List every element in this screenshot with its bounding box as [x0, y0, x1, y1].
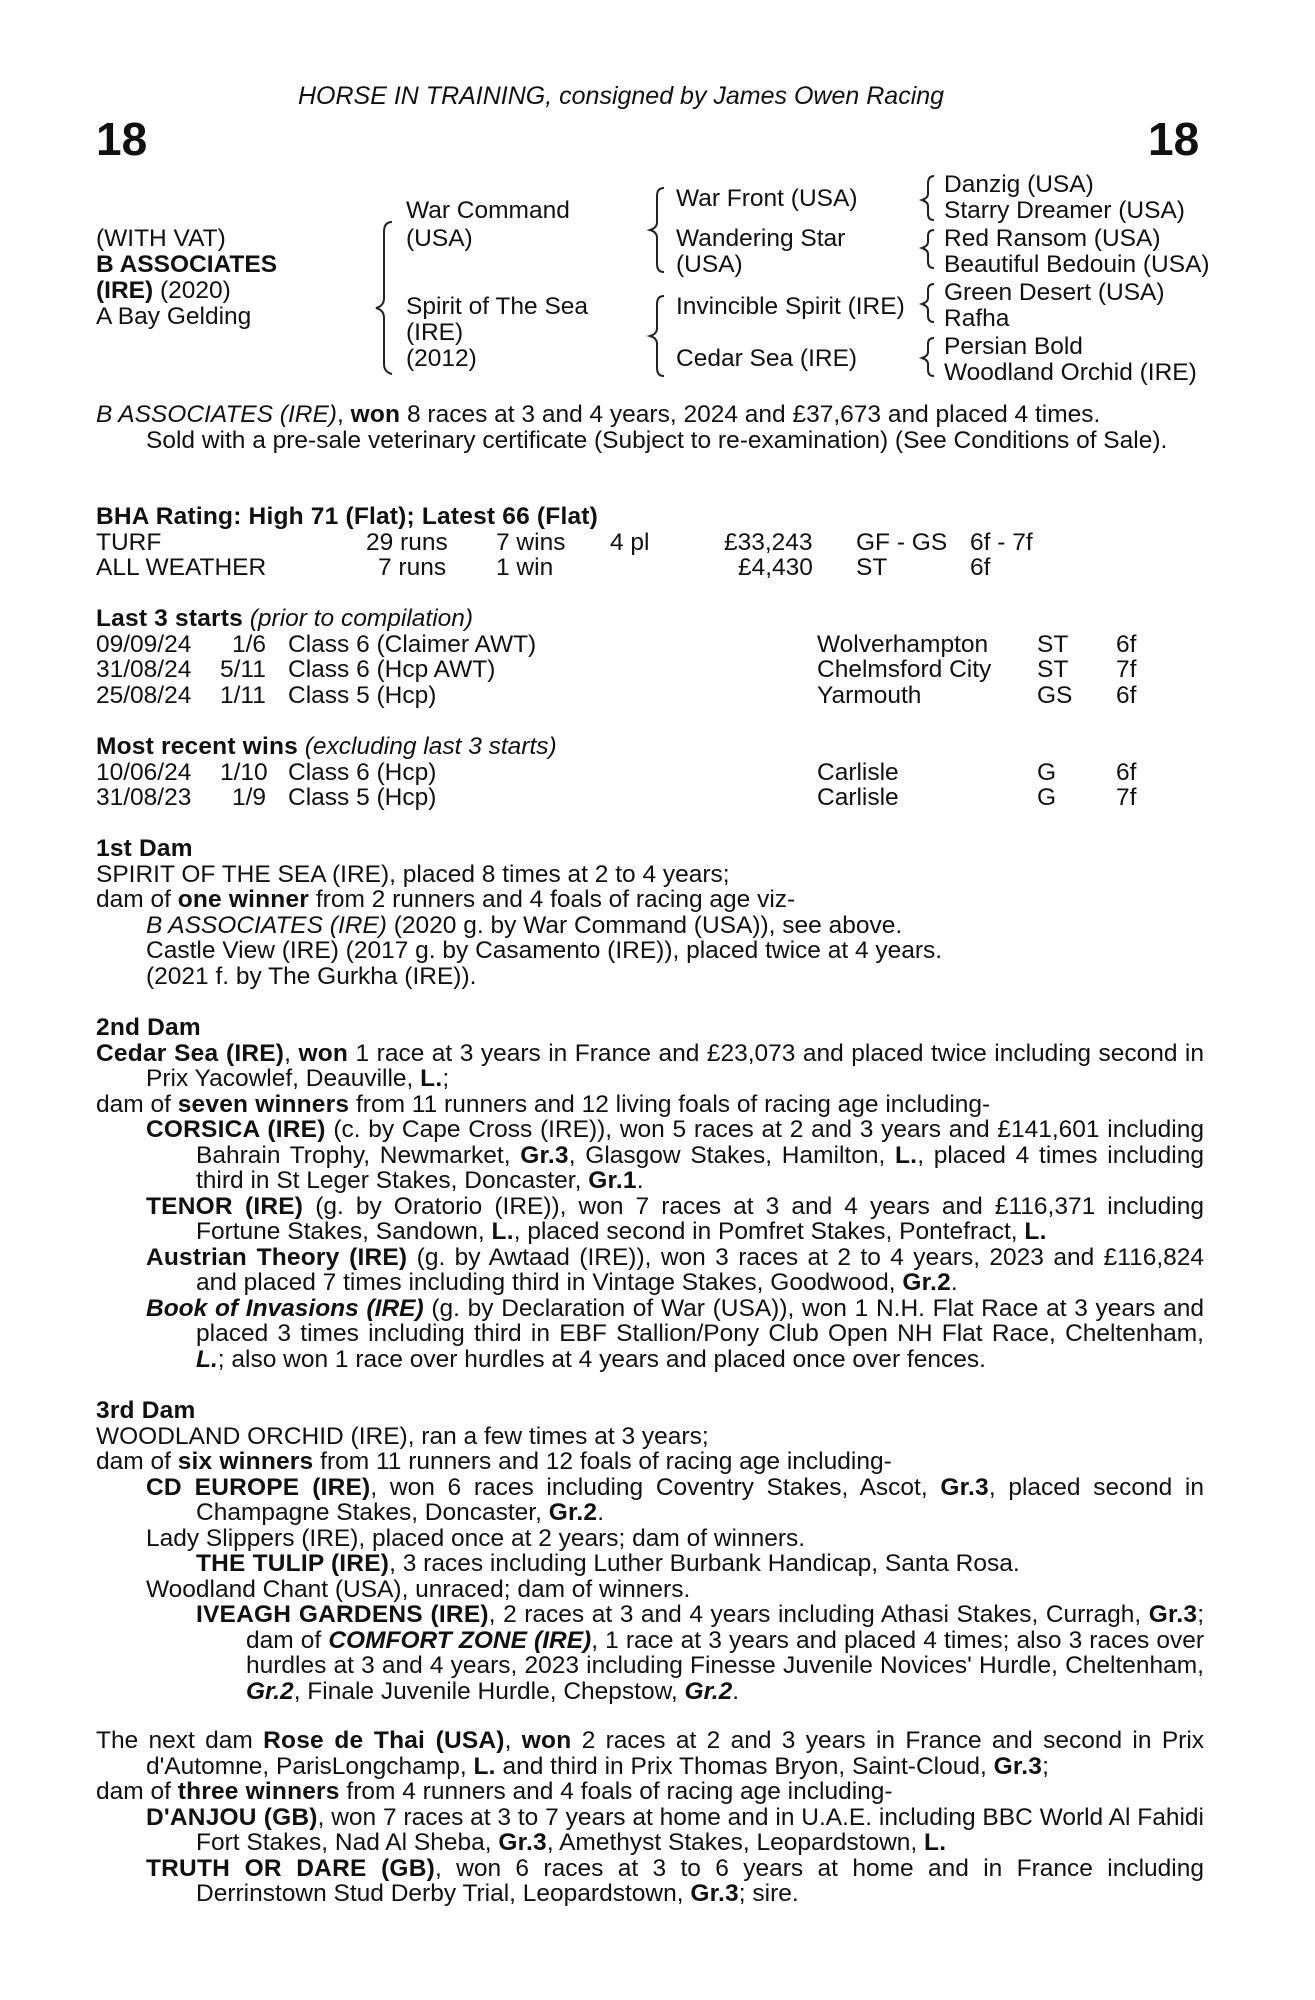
text: ; sire. — [738, 1880, 799, 1907]
winner-count: one winner — [177, 886, 310, 913]
dam-name: Cedar Sea (IRE) — [96, 1039, 285, 1067]
dam-name-line1: Spirit of The Sea — [406, 293, 589, 320]
progeny-entry: Castle View (IRE) (2017 g. by Casamento (IRE)), placed twice at 4 years. — [146, 937, 943, 964]
race-class: Class 6 (Hcp AWT) — [288, 656, 496, 683]
rating-going: ST — [856, 554, 888, 581]
recent-wins-title: Most recent wins — [96, 733, 298, 760]
race-date: 09/09/24 — [96, 630, 192, 658]
text: , 3 races including Luther Burbank Handicap, Santa Rosa. — [389, 1550, 1020, 1577]
winner-count: three winners — [177, 1778, 340, 1805]
rating-wins: 1 win — [496, 554, 554, 581]
race-going: G — [1037, 758, 1057, 786]
race-distance: 6f — [1116, 630, 1137, 658]
gen3-dss: Green Desert (USA) — [944, 279, 1165, 306]
sire-dam-line2: (USA) — [676, 251, 743, 278]
rating-dist: 6f - 7f — [970, 528, 1033, 556]
text: (g. by Oratorio (IRE)), won 7 races at 3 and 4 years and £116,371 including Fortune Stakes, Sandown, — [196, 1192, 1204, 1245]
horse-description: A Bay Gelding — [96, 303, 252, 330]
sire-sire: War Front (USA) — [676, 185, 858, 212]
gen3-sss: Danzig (USA) — [944, 171, 1094, 198]
rating-placed: 4 pl — [610, 528, 650, 556]
race-going: ST — [1037, 656, 1069, 683]
rating-surface: TURF — [96, 528, 162, 556]
text: . — [732, 1677, 740, 1705]
text: dam of — [96, 1090, 178, 1118]
winner-count: six winners — [177, 1448, 314, 1475]
first-dam-section — [96, 836, 1204, 989]
text: The next dam — [96, 1727, 264, 1754]
dam-dam: Cedar Sea (IRE) — [676, 345, 858, 372]
dam-name-line3: (2012) — [406, 345, 477, 372]
progeny-entry — [96, 1856, 1204, 1907]
progeny-name: Austrian Theory (IRE) — [146, 1243, 408, 1271]
grade: L. — [491, 1218, 514, 1245]
rating-runs: 7 runs — [378, 554, 447, 581]
grade: Gr.3 — [498, 1829, 547, 1856]
rating-row-turf — [96, 530, 1204, 556]
brace-g3-4 — [922, 338, 934, 376]
next-dam-record — [96, 1728, 1204, 1779]
progeny-entry: Lady Slippers (IRE), placed once at 2 years; dam of winners. — [146, 1524, 806, 1552]
vat-note: (WITH VAT) — [96, 225, 226, 252]
text: , won 6 races at 3 to 6 years at home and in France including Derrinstown Stud Derby Trial, Leopardstown, — [196, 1854, 1204, 1907]
progeny-name: COMFORT ZONE (IRE) — [328, 1626, 592, 1654]
race-distance: 6f — [1116, 681, 1137, 709]
rating-dist: 6f — [970, 554, 991, 581]
text: (c. by Cape Cross (IRE)), won 5 races at 2 and 3 years and £141,601 including Bahrain Trophy, Newmarket, — [196, 1116, 1204, 1169]
race-position: 1/6 — [232, 630, 267, 658]
second-dam-title: 2nd Dam — [96, 1014, 201, 1041]
text: dam of — [96, 886, 178, 913]
rating-surface: ALL WEATHER — [96, 554, 267, 581]
second-dam-section — [96, 1015, 1204, 1372]
text: , — [504, 1727, 522, 1754]
summary-name: B ASSOCIATES (IRE) — [96, 401, 337, 428]
brace-sire — [650, 188, 664, 272]
progeny-name: B ASSOCIATES (IRE) — [146, 911, 387, 939]
race-position: 1/9 — [232, 784, 267, 811]
text: , Finale Juvenile Hurdle, Chepstow, — [293, 1677, 685, 1705]
gen3-sdd: Beautiful Bedouin (USA) — [944, 251, 1210, 278]
race-date: 31/08/23 — [96, 784, 192, 811]
brace-dam — [650, 296, 664, 376]
won-label: won — [521, 1727, 572, 1754]
race-course: Carlisle — [817, 784, 899, 811]
race-row — [96, 632, 1204, 658]
progeny-entry — [96, 1117, 1204, 1194]
second-dam-record — [96, 1041, 1204, 1092]
race-date: 10/06/24 — [96, 758, 192, 786]
text: . — [597, 1499, 605, 1526]
race-row — [96, 683, 1204, 709]
progeny-entry — [96, 1602, 1204, 1704]
sire-dam-line1: Wandering Star — [676, 225, 846, 252]
progeny-entry — [96, 1245, 1204, 1296]
gen3-dsd: Rafha — [944, 305, 1010, 332]
grade: Gr.3 — [520, 1141, 569, 1169]
grade: L. — [196, 1345, 218, 1373]
race-class: Class 6 (Hcp) — [288, 758, 437, 786]
summary-won: won — [350, 401, 401, 428]
first-dam-title: 1st Dam — [96, 835, 193, 862]
progeny-name: TENOR (IRE) — [146, 1192, 304, 1220]
race-date: 25/08/24 — [96, 681, 192, 709]
dam-name-line2: (IRE) — [406, 319, 464, 346]
next-dam-section — [96, 1728, 1204, 1907]
last-starts-section — [96, 606, 1204, 708]
race-distance: 7f — [1116, 784, 1137, 811]
third-dam-offspring — [96, 1449, 1204, 1475]
dam-name: Rose de Thai (USA) — [263, 1727, 505, 1754]
third-dam-section — [96, 1398, 1204, 1704]
text: (g. by Awtaad (IRE)), won 3 races at 2 to 4 years, 2023 and £116,824 and placed 7 times including third in Vintage Stakes, Goodwood, — [196, 1243, 1205, 1296]
text: from 4 runners and 4 foals of racing age including- — [339, 1778, 893, 1805]
progeny-entry — [96, 913, 1204, 939]
catalogue-header: HORSE IN TRAINING, consigned by James Owen Racing — [298, 82, 945, 110]
text: (g. by Declaration of War (USA)), won 1 N.H. Flat Race at 3 years and placed 3 times including third in EBF Stallion/Pony Club Open NH Flat Race, Cheltenham, — [196, 1294, 1204, 1347]
summary-text1: 8 races at 3 and 4 years, 2024 and £37,673 and placed 4 times. — [400, 401, 1101, 428]
rating-prize: £33,243 — [724, 528, 813, 556]
last-starts-title: Last 3 starts — [96, 605, 243, 632]
recent-wins-note: (excluding last 3 starts) — [297, 733, 557, 760]
progeny-entry: Woodland Chant (USA), unraced; dam of winners. — [146, 1575, 691, 1603]
text: 2 races at 2 and 3 years in France and second in Prix d'Automne, ParisLongchamp, — [146, 1727, 1205, 1780]
brace-g3-1 — [922, 176, 934, 220]
brace-g3-3 — [922, 284, 934, 322]
race-position: 1/11 — [220, 681, 266, 709]
first-dam-line2 — [96, 887, 1204, 913]
gen3-ssd: Starry Dreamer (USA) — [944, 197, 1185, 224]
recent-wins-section — [96, 734, 1204, 811]
grade: L. — [1024, 1218, 1047, 1245]
progeny-name: CD EUROPE (IRE) — [146, 1473, 371, 1501]
race-course: Carlisle — [817, 758, 899, 786]
grade: L. — [895, 1141, 918, 1169]
race-row — [96, 657, 1204, 683]
race-row — [96, 760, 1204, 786]
won-label: won — [298, 1039, 349, 1067]
rating-row-aw — [96, 555, 1204, 581]
text: from 2 runners and 4 foals of racing age viz- — [309, 886, 796, 913]
text: , won 6 races including Coventry Stakes, Ascot, — [370, 1473, 941, 1501]
horse-summary: B ASSOCIATES (IRE), won 8 races at 3 and 4 years, 2024 and £37,673 and placed 4 times. Sold with a pre-sale veterinary certificate (Subject to re-examination) (See Conditions of Sale). — [96, 402, 1204, 453]
race-class: Class 5 (Hcp) — [288, 681, 437, 709]
text: 1 race at 3 years in France and £23,073 and placed twice including second in Prix Yacowlef, Deauville, — [146, 1039, 1204, 1092]
race-distance: 6f — [1116, 758, 1137, 786]
progeny-name: TRUTH OR DARE (GB) — [146, 1854, 435, 1882]
text: from 11 runners and 12 living foals of racing age including- — [349, 1090, 991, 1118]
grade: Gr.2 — [902, 1269, 951, 1296]
progeny-name: Book of Invasions (IRE) — [146, 1294, 424, 1322]
text: ; dam of — [246, 1601, 1204, 1654]
sire-name-line2: (USA) — [406, 225, 473, 252]
text: and third in Prix Thomas Bryon, Saint-Cloud, — [495, 1752, 994, 1780]
third-dam-title: 3rd Dam — [96, 1397, 196, 1424]
race-course: Yarmouth — [817, 681, 922, 709]
progeny-entry — [96, 1475, 1204, 1526]
grade: Gr.1 — [588, 1167, 637, 1194]
race-course: Chelmsford City — [817, 656, 992, 683]
lot-number-left: 18 — [96, 113, 148, 165]
first-dam-line1: SPIRIT OF THE SEA (IRE), placed 8 times at 2 to 4 years; — [96, 860, 730, 888]
text: from 11 runners and 12 foals of racing age including- — [313, 1448, 892, 1475]
race-date: 31/08/24 — [96, 656, 192, 683]
race-position: 5/11 — [220, 656, 266, 683]
race-going: ST — [1037, 630, 1069, 658]
race-row — [96, 785, 1204, 811]
rating-section — [96, 504, 1204, 581]
text: dam of — [96, 1778, 178, 1805]
grade: Gr.3 — [940, 1473, 989, 1501]
race-class: Class 5 (Hcp) — [288, 784, 437, 811]
race-going: G — [1037, 784, 1057, 811]
progeny-entry: (2021 f. by The Gurkha (IRE)). — [146, 962, 477, 990]
gen3-ddd: Woodland Orchid (IRE) — [944, 359, 1197, 386]
brace-main — [376, 222, 392, 374]
rating-prize: £4,430 — [738, 554, 813, 581]
horse-year: (2020) — [159, 277, 231, 304]
winner-count: seven winners — [177, 1090, 350, 1118]
text: , placed 4 times including third in St Leger Stakes, Doncaster, — [196, 1141, 1205, 1194]
horse-name: B ASSOCIATES — [96, 251, 278, 278]
rating-wins: 7 wins — [496, 528, 566, 556]
third-dam-record: WOODLAND ORCHID (IRE), ran a few times at 3 years; — [96, 1422, 709, 1450]
text: dam of — [96, 1448, 178, 1475]
race-position: 1/10 — [220, 758, 268, 786]
grade: L. — [924, 1829, 947, 1856]
rating-title: BHA Rating: High 71 (Flat); Latest 66 (Flat) — [96, 503, 598, 530]
race-distance: 7f — [1116, 656, 1137, 683]
grade: Gr.2 — [548, 1499, 598, 1526]
text: , 2 races at 3 and 4 years including Athasi Stakes, Curragh, — [488, 1601, 1149, 1628]
progeny-name: CORSICA (IRE) — [146, 1116, 326, 1143]
summary-text2: Sold with a pre-sale veterinary certificate (Subject to re-examination) (See Conditions of Sale). — [146, 426, 1168, 454]
race-going: GS — [1037, 681, 1073, 709]
grade: Gr.3 — [1148, 1601, 1198, 1628]
progeny-name: THE TULIP (IRE) — [196, 1550, 390, 1577]
progeny-entry — [96, 1296, 1204, 1373]
text: ; — [442, 1065, 450, 1092]
text: , won 7 races at 3 to 7 years at home and in U.A.E. including BBC World Al Fahidi Fort Stakes, Nad Al Sheba, — [196, 1803, 1204, 1856]
text: , 1 race at 3 years and placed 4 times; also 3 races over hurdles at 3 and 4 years, 2023 including Finesse Juvenile Novices' Hurdle, Cheltenham, — [246, 1626, 1204, 1679]
text: . — [950, 1269, 958, 1296]
rating-going: GF - GS — [856, 528, 948, 556]
text: ; also won 1 race over hurdles at 4 years and placed once over fences. — [217, 1345, 986, 1373]
race-course: Wolverhampton — [817, 630, 989, 658]
progeny-entry — [96, 1805, 1204, 1856]
dam-sire: Invincible Spirit (IRE) — [676, 293, 905, 320]
rating-runs: 29 runs — [366, 528, 448, 556]
grade: L. — [473, 1752, 496, 1780]
horse-country: (IRE) — [96, 277, 154, 304]
progeny-entry — [96, 1551, 1204, 1577]
text: , Glasgow Stakes, Hamilton, — [568, 1141, 895, 1169]
text: . — [636, 1167, 644, 1194]
gen3-sds: Red Ransom (USA) — [944, 225, 1161, 252]
grade: Gr.3 — [993, 1752, 1043, 1780]
grade: Gr.3 — [690, 1880, 739, 1907]
grade: Gr.2 — [684, 1677, 733, 1705]
grade: L. — [420, 1065, 443, 1092]
text: ; — [1042, 1752, 1049, 1780]
last-starts-note: (prior to compilation) — [242, 605, 474, 632]
text: , placed second in Champagne Stakes, Doncaster, — [196, 1473, 1204, 1526]
text: , Amethyst Stakes, Leopardstown, — [546, 1829, 925, 1856]
second-dam-offspring — [96, 1092, 1204, 1118]
text: (2020 g. by War Command (USA)), see above. — [386, 911, 903, 939]
text: , placed second in Pomfret Stakes, Pontefract, — [513, 1218, 1025, 1245]
progeny-name: IVEAGH GARDENS (IRE) — [196, 1601, 489, 1628]
sire-name-line1: War Command — [406, 197, 570, 224]
text: , — [284, 1039, 299, 1067]
gen3-dds: Persian Bold — [944, 333, 1083, 360]
race-class: Class 6 (Claimer AWT) — [288, 630, 537, 658]
brace-g3-2 — [922, 230, 934, 268]
next-dam-offspring — [96, 1779, 1204, 1805]
progeny-name: D'ANJOU (GB) — [146, 1803, 318, 1831]
grade: Gr.2 — [246, 1677, 294, 1705]
progeny-entry — [96, 1194, 1204, 1245]
lot-number-right: 18 — [1148, 113, 1200, 165]
